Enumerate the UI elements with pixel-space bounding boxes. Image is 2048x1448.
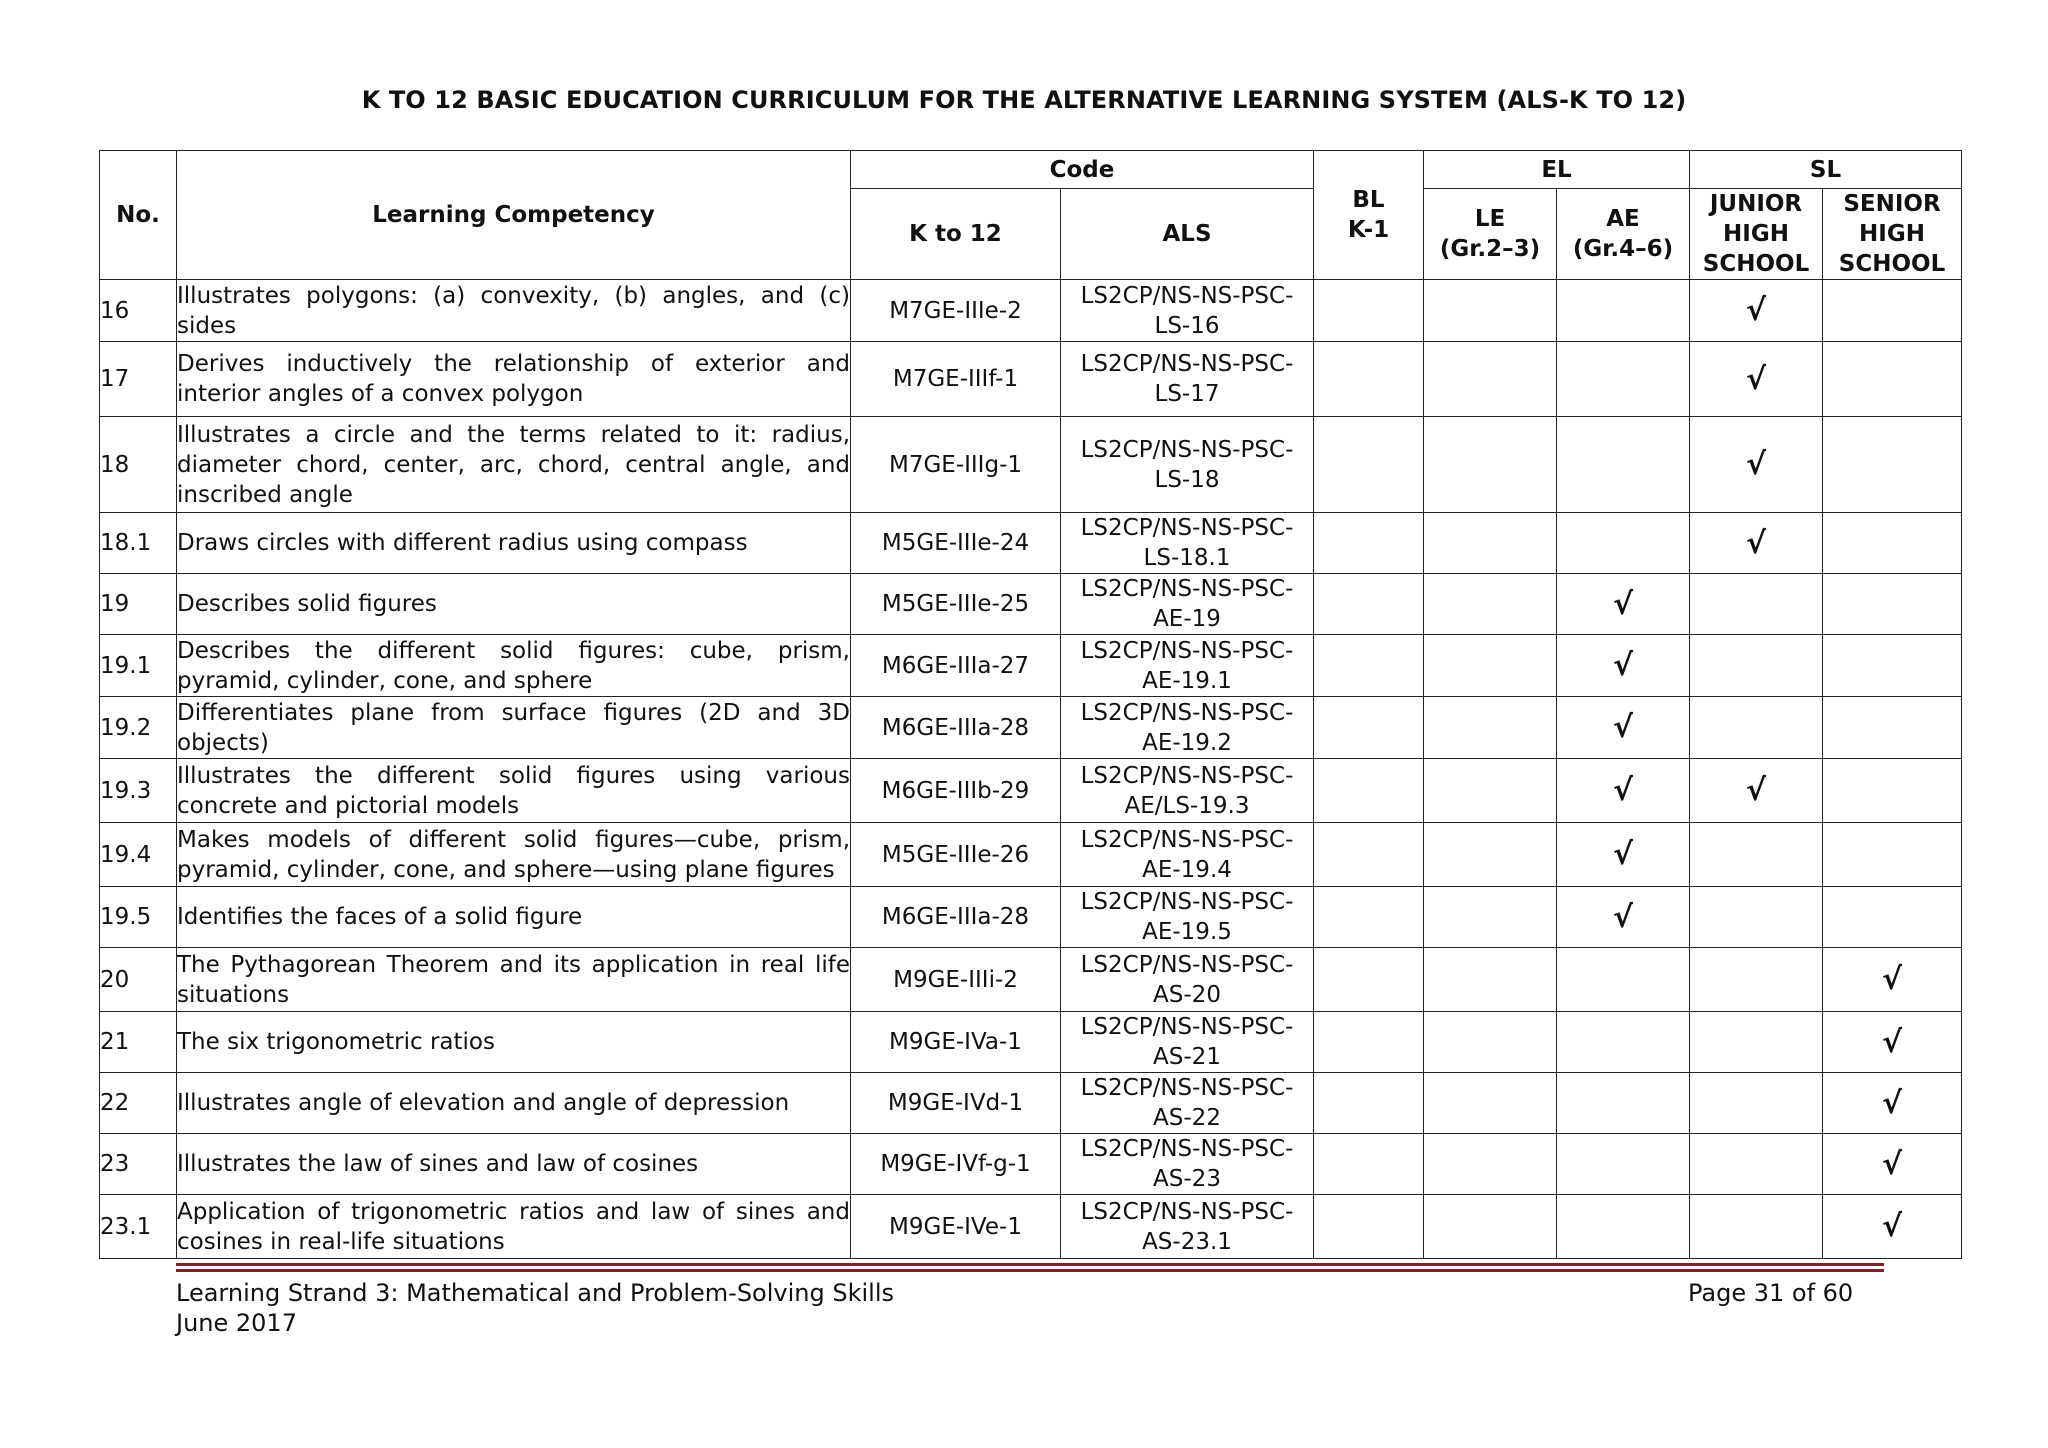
cell-als-code [1061, 1195, 1314, 1259]
cell-shs-check [1823, 823, 1962, 887]
cell-competency: Makes models of different solid figures—cube, prism, pyramid, cylinder, cone, and sphere—using plane figures [177, 823, 851, 887]
cell-als-code [1061, 887, 1314, 948]
table-row [100, 574, 1962, 635]
cell-no: 23.1 [100, 1195, 177, 1259]
cell-k12-code: M9GE-IVd-1 [851, 1073, 1061, 1134]
header-shs-line1: SENIOR [1843, 191, 1941, 217]
cell-k12-code: M7GE-IIIg-1 [851, 417, 1061, 513]
cell-ae-check [1557, 280, 1690, 342]
cell-shs-check: √ [1823, 948, 1962, 1012]
als-code-line: LS2CP/NS-NS-PSC- [1080, 699, 1294, 726]
cell-k12-code: M5GE-IIIe-25 [851, 574, 1061, 635]
cell-shs-check: √ [1823, 1134, 1962, 1195]
cell-shs-check: √ [1823, 1073, 1962, 1134]
cell-als-code [1061, 635, 1314, 697]
cell-competency: Illustrates the law of sines and law of cosines [177, 1134, 851, 1195]
als-code-line: LS-17 [1154, 381, 1220, 407]
als-code-line: LS2CP/NS-NS-PSC- [1080, 282, 1294, 309]
cell-bl-check [1314, 1012, 1424, 1073]
cell-competency: Illustrates angle of elevation and angle of depression [177, 1073, 851, 1134]
table-row [100, 342, 1962, 417]
footer-strand: Learning Strand 3: Mathematical and Problem-Solving Skills [176, 1279, 894, 1307]
cell-bl-check [1314, 513, 1424, 574]
cell-ae-check [1557, 342, 1690, 417]
cell-ae-check [1557, 1134, 1690, 1195]
als-code-line: AE/LS-19.3 [1124, 792, 1250, 819]
table-row [100, 513, 1962, 574]
table-row [100, 635, 1962, 697]
cell-no: 19.4 [100, 823, 177, 887]
cell-no: 16 [100, 280, 177, 342]
cell-k12-code: M7GE-IIIf-1 [851, 342, 1061, 417]
als-code-line: AS-23 [1153, 1166, 1221, 1192]
cell-le-check [1424, 1012, 1557, 1073]
cell-competency: The Pythagorean Theorem and its application in real life situations [177, 948, 851, 1012]
header-le-sub: (Gr.2–3) [1439, 236, 1541, 262]
als-code-line: LS2CP/NS-NS-PSC- [1080, 351, 1294, 377]
cell-shs-check: √ [1823, 1195, 1962, 1259]
cell-competency: Identifies the faces of a solid figure [177, 887, 851, 948]
cell-shs-check [1823, 513, 1962, 574]
als-code-line: LS2CP/NS-NS-PSC- [1080, 1136, 1294, 1162]
cell-shs-check [1823, 280, 1962, 342]
header-bl [1314, 151, 1424, 280]
als-code-line: LS2CP/NS-NS-PSC- [1080, 1198, 1294, 1225]
cell-le-check [1424, 823, 1557, 887]
cell-competency: Application of trigonometric ratios and law of sines and cosines in real-life situations [177, 1195, 851, 1259]
table-row [100, 823, 1962, 887]
cell-ae-check: √ [1557, 823, 1690, 887]
als-code-line: LS-18 [1154, 466, 1220, 493]
header-als: ALS [1061, 189, 1314, 280]
als-code-line: AS-20 [1153, 981, 1221, 1008]
cell-competency: Illustrates a circle and the terms related to it: radius, diameter chord, center, arc, chord, central angle, and inscribed angle [177, 417, 851, 513]
cell-ae-check [1557, 1195, 1690, 1259]
table-body [100, 280, 1962, 1259]
cell-als-code [1061, 513, 1314, 574]
table-row [100, 1012, 1962, 1073]
cell-jhs-check [1690, 635, 1823, 697]
table-row [100, 697, 1962, 759]
cell-ae-check: √ [1557, 635, 1690, 697]
document-title: K TO 12 BASIC EDUCATION CURRICULUM FOR THE ALTERNATIVE LEARNING SYSTEM (ALS-K TO 12) [361, 86, 1687, 114]
cell-bl-check [1314, 823, 1424, 887]
cell-shs-check [1823, 635, 1962, 697]
cell-le-check [1424, 280, 1557, 342]
als-code-line: LS2CP/NS-NS-PSC- [1080, 436, 1294, 463]
cell-als-code [1061, 948, 1314, 1012]
cell-ae-check: √ [1557, 574, 1690, 635]
cell-als-code [1061, 574, 1314, 635]
cell-k12-code: M9GE-IVa-1 [851, 1012, 1061, 1073]
cell-no: 19 [100, 574, 177, 635]
cell-jhs-check [1690, 1195, 1823, 1259]
header-ae-label: AE [1606, 206, 1640, 232]
cell-jhs-check: √ [1690, 342, 1823, 417]
cell-als-code [1061, 697, 1314, 759]
cell-le-check [1424, 513, 1557, 574]
cell-als-code [1061, 1134, 1314, 1195]
header-ae-sub: (Gr.4–6) [1572, 236, 1674, 262]
cell-le-check [1424, 417, 1557, 513]
cell-bl-check [1314, 948, 1424, 1012]
cell-k12-code: M9GE-IVe-1 [851, 1195, 1061, 1259]
cell-competency: Describes the different solid figures: cube, prism, pyramid, cylinder, cone, and sphere [177, 635, 851, 697]
als-code-line: LS2CP/NS-NS-PSC- [1080, 762, 1294, 789]
table-row [100, 1073, 1962, 1134]
cell-bl-check [1314, 1195, 1424, 1259]
cell-le-check [1424, 887, 1557, 948]
footer-left [176, 1278, 894, 1338]
cell-shs-check [1823, 574, 1962, 635]
cell-jhs-check [1690, 887, 1823, 948]
cell-competency: Describes solid figures [177, 574, 851, 635]
cell-shs-check [1823, 697, 1962, 759]
cell-le-check [1424, 1134, 1557, 1195]
cell-le-check [1424, 759, 1557, 823]
cell-ae-check [1557, 948, 1690, 1012]
als-code-line: AE-19.5 [1142, 919, 1232, 945]
cell-shs-check: √ [1823, 1012, 1962, 1073]
als-code-line: AE-19.2 [1142, 729, 1232, 756]
cell-als-code [1061, 417, 1314, 513]
cell-k12-code: M6GE-IIIa-28 [851, 887, 1061, 948]
header-competency: Learning Competency [177, 151, 851, 280]
cell-bl-check [1314, 280, 1424, 342]
header-jhs-line2: HIGH [1723, 221, 1789, 247]
cell-no: 20 [100, 948, 177, 1012]
cell-ae-check [1557, 513, 1690, 574]
cell-competency: Illustrates polygons: (a) convexity, (b) angles, and (c) sides [177, 280, 851, 342]
cell-als-code [1061, 1012, 1314, 1073]
cell-shs-check [1823, 759, 1962, 823]
cell-bl-check [1314, 1134, 1424, 1195]
cell-shs-check [1823, 887, 1962, 948]
cell-no: 21 [100, 1012, 177, 1073]
table-row [100, 1134, 1962, 1195]
cell-k12-code: M9GE-IVf-g-1 [851, 1134, 1061, 1195]
header-bl-label: BL [1352, 187, 1385, 213]
cell-k12-code: M5GE-IIIe-26 [851, 823, 1061, 887]
cell-ae-check [1557, 417, 1690, 513]
als-code-line: LS2CP/NS-NS-PSC- [1080, 576, 1294, 602]
cell-bl-check [1314, 887, 1424, 948]
cell-bl-check [1314, 697, 1424, 759]
als-code-line: LS2CP/NS-NS-PSC- [1080, 515, 1294, 541]
cell-ae-check: √ [1557, 887, 1690, 948]
cell-bl-check [1314, 574, 1424, 635]
cell-jhs-check [1690, 574, 1823, 635]
cell-le-check [1424, 697, 1557, 759]
cell-k12-code: M6GE-IIIb-29 [851, 759, 1061, 823]
cell-no: 18 [100, 417, 177, 513]
footer-date: June 2017 [176, 1309, 297, 1337]
als-code-line: LS2CP/NS-NS-PSC- [1080, 1014, 1294, 1040]
cell-no: 19.2 [100, 697, 177, 759]
cell-no: 17 [100, 342, 177, 417]
header-jhs-line1: JUNIOR [1709, 191, 1803, 217]
als-code-line: AE-19.4 [1142, 856, 1232, 883]
cell-k12-code: M6GE-IIIa-27 [851, 635, 1061, 697]
cell-jhs-check [1690, 1073, 1823, 1134]
header-el: EL [1424, 151, 1690, 189]
cell-k12-code: M6GE-IIIa-28 [851, 697, 1061, 759]
header-shs [1823, 189, 1962, 280]
cell-no: 22 [100, 1073, 177, 1134]
cell-k12-code: M9GE-IIIi-2 [851, 948, 1061, 1012]
cell-shs-check [1823, 342, 1962, 417]
cell-ae-check: √ [1557, 759, 1690, 823]
header-bl-sub: K-1 [1347, 217, 1390, 243]
cell-competency: Differentiates plane from surface figures (2D and 3D objects) [177, 697, 851, 759]
cell-jhs-check: √ [1690, 417, 1823, 513]
header-shs-line2: HIGH [1859, 221, 1925, 247]
header-le-label: LE [1474, 206, 1506, 232]
cell-bl-check [1314, 417, 1424, 513]
als-code-line: LS2CP/NS-NS-PSC- [1080, 951, 1294, 978]
cell-ae-check [1557, 1073, 1690, 1134]
cell-no: 18.1 [100, 513, 177, 574]
curriculum-table [99, 150, 1962, 1259]
cell-k12-code: M7GE-IIIe-2 [851, 280, 1061, 342]
cell-bl-check [1314, 342, 1424, 417]
cell-bl-check [1314, 635, 1424, 697]
header-ae [1557, 189, 1690, 280]
table-row [100, 948, 1962, 1012]
als-code-line: LS-18.1 [1143, 545, 1231, 571]
header-jhs [1690, 189, 1823, 280]
cell-als-code [1061, 759, 1314, 823]
cell-competency: The six trigonometric ratios [177, 1012, 851, 1073]
cell-jhs-check [1690, 1134, 1823, 1195]
als-code-line: LS2CP/NS-NS-PSC- [1080, 1075, 1294, 1101]
cell-no: 19.1 [100, 635, 177, 697]
cell-competency: Illustrates the different solid figures using various concrete and pictorial models [177, 759, 851, 823]
cell-jhs-check [1690, 697, 1823, 759]
footer-divider-top [176, 1263, 1884, 1266]
footer-divider-bottom [176, 1269, 1884, 1272]
table-row [100, 1195, 1962, 1259]
cell-bl-check [1314, 759, 1424, 823]
als-code-line: AS-23.1 [1142, 1228, 1232, 1255]
cell-no: 23 [100, 1134, 177, 1195]
cell-jhs-check: √ [1690, 513, 1823, 574]
cell-jhs-check: √ [1690, 280, 1823, 342]
table-row [100, 887, 1962, 948]
footer-page-number: Page 31 of 60 [1688, 1279, 1854, 1307]
als-code-line: LS2CP/NS-NS-PSC- [1080, 637, 1294, 664]
cell-le-check [1424, 635, 1557, 697]
als-code-line: LS2CP/NS-NS-PSC- [1080, 826, 1294, 853]
header-sl: SL [1690, 151, 1962, 189]
als-code-line: LS-16 [1154, 312, 1220, 339]
table-header [100, 151, 1962, 280]
cell-ae-check: √ [1557, 697, 1690, 759]
als-code-line: AE-19 [1153, 606, 1221, 632]
cell-no: 19.5 [100, 887, 177, 948]
cell-shs-check [1823, 417, 1962, 513]
cell-le-check [1424, 948, 1557, 1012]
header-k12: K to 12 [851, 189, 1061, 280]
cell-le-check [1424, 574, 1557, 635]
header-shs-line3: SCHOOL [1838, 251, 1946, 277]
table-row [100, 280, 1962, 342]
header-le [1424, 189, 1557, 280]
cell-competency: Draws circles with different radius using compass [177, 513, 851, 574]
cell-jhs-check [1690, 1012, 1823, 1073]
table-row [100, 417, 1962, 513]
cell-le-check [1424, 342, 1557, 417]
header-no: No. [100, 151, 177, 280]
cell-als-code [1061, 280, 1314, 342]
cell-als-code [1061, 823, 1314, 887]
cell-jhs-check [1690, 948, 1823, 1012]
als-code-line: AS-21 [1153, 1044, 1221, 1070]
table-row [100, 759, 1962, 823]
header-code: Code [851, 151, 1314, 189]
cell-jhs-check: √ [1690, 759, 1823, 823]
als-code-line: LS2CP/NS-NS-PSC- [1080, 889, 1294, 915]
cell-jhs-check [1690, 823, 1823, 887]
cell-ae-check [1557, 1012, 1690, 1073]
cell-le-check [1424, 1073, 1557, 1134]
cell-als-code [1061, 342, 1314, 417]
header-jhs-line3: SCHOOL [1702, 251, 1810, 277]
als-code-line: AS-22 [1153, 1105, 1221, 1131]
cell-bl-check [1314, 1073, 1424, 1134]
cell-als-code [1061, 1073, 1314, 1134]
cell-competency: Derives inductively the relationship of exterior and interior angles of a convex polygon [177, 342, 851, 417]
als-code-line: AE-19.1 [1142, 667, 1232, 694]
cell-le-check [1424, 1195, 1557, 1259]
cell-no: 19.3 [100, 759, 177, 823]
cell-k12-code: M5GE-IIIe-24 [851, 513, 1061, 574]
